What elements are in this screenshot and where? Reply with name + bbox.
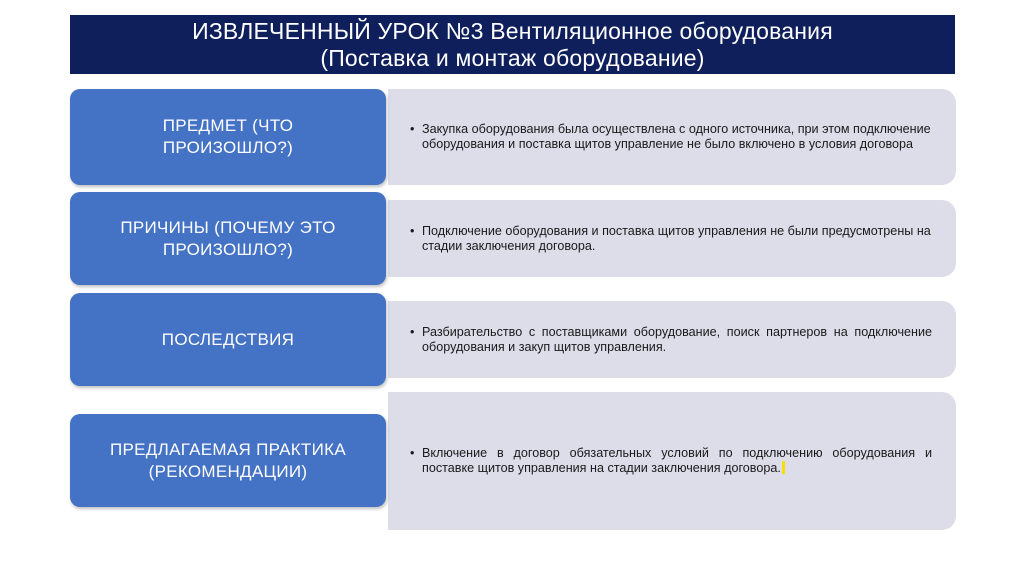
bullet: • — [410, 446, 415, 460]
content-causes-text: Подключение оборудования и поставка щитов управления не были предусмотрены на стадии заключения договора. — [422, 223, 931, 253]
slide-title-line1: ИЗВЛЕЧЕННЫЙ УРОК №3 Вентиляционное оборудования — [192, 18, 833, 44]
row-causes — [70, 192, 956, 285]
bullet: • — [410, 223, 415, 238]
content-subject-text: Закупка оборудования была осуществлена с одного источника, при этом подключение оборудования и поставка щитов управление не было включено в условия договора — [422, 122, 931, 151]
bullet: • — [410, 324, 415, 339]
text-cursor-highlight — [782, 461, 785, 474]
label-recommendations-line1: ПРЕДЛАГАЕМАЯ ПРАКТИКА — [110, 439, 346, 459]
content-consequences-text: Разбирательство с поставщиками оборудование, поиск партнеров на подключение оборудования и закуп щитов управления. — [422, 324, 932, 354]
bullet: • — [410, 122, 415, 136]
row-subject — [70, 89, 956, 185]
content-recommendations — [388, 392, 956, 530]
label-recommendations — [70, 414, 386, 507]
content-consequences — [388, 301, 956, 378]
content-subject — [388, 89, 956, 185]
label-causes — [70, 192, 386, 285]
label-subject-line1: ПРЕДМЕТ (ЧТО — [162, 116, 294, 135]
label-subject — [70, 89, 386, 185]
label-recommendations-line2: (РЕКОМЕНДАЦИИ) — [148, 461, 308, 481]
label-causes-line1: ПРИЧИНЫ (ПОЧЕМУ ЭТО — [120, 217, 336, 237]
label-consequences-line1: ПОСЛЕДСТВИЯ — [161, 329, 295, 349]
row-recommendations — [70, 392, 956, 530]
label-causes-line2: ПРОИЗОШЛО?) — [162, 239, 294, 259]
label-consequences — [70, 293, 386, 386]
row-consequences — [70, 293, 956, 386]
content-recommendations-text: Включение в договор обязательных условий по подключению оборудования и поставке щитов управления на стадии заключения договора. — [422, 446, 932, 475]
slide-title-line2: (Поставка и монтаж оборудование) — [320, 45, 705, 71]
label-subject-line2: ПРОИЗОШЛО?) — [162, 138, 294, 157]
content-causes — [388, 200, 956, 277]
slide-title — [70, 15, 955, 74]
